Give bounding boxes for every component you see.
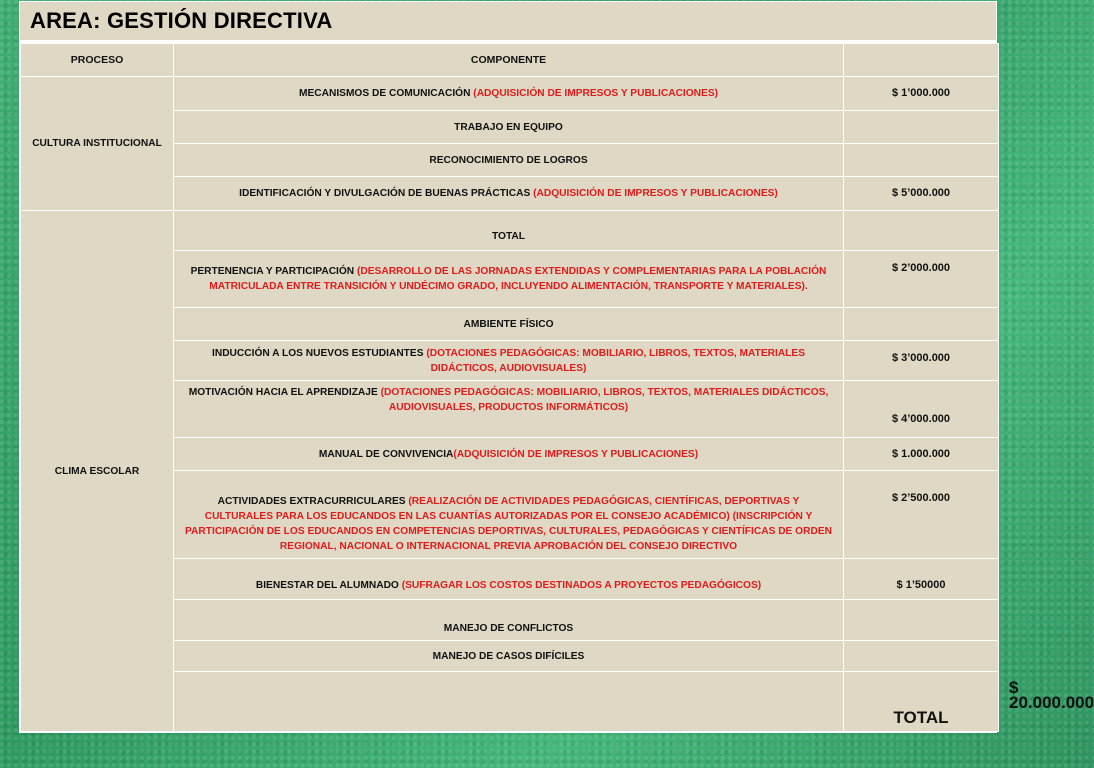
- componente-cell: RECONOCIMIENTO DE LOGROS: [174, 144, 844, 177]
- table-row: [21, 77, 999, 111]
- total-row: TOTAL $ 20.000.000: [21, 672, 999, 732]
- amount-cell: $ 4’000.000: [844, 381, 999, 438]
- header-valor: [844, 44, 999, 77]
- header-row: [21, 44, 999, 77]
- title-row: [20, 2, 996, 43]
- componente-cell: MOTIVACIÓN HACIA EL APRENDIZAJE (DOTACIONES PEDAGÓGICAS: MOBILIARIO, LIBROS, TEXTOS, MATERIALES DIDÁCTICOS, AUDIOVISUALES, PRODUCTOS INFORMÁTICOS): [174, 381, 844, 438]
- header-proceso: PROCESO: [21, 44, 174, 77]
- componente-cell: INDUCCIÓN A LOS NUEVOS ESTUDIANTES (DOTACIONES PEDAGÓGICAS: MOBILIARIO, LIBROS, TEXTOS, MATERIALES DIDÁCTICOS, AUDIOVISUALES): [174, 341, 844, 381]
- amount-cell: $ 1’000.000: [844, 77, 999, 111]
- componente-cell: IDENTIFICACIÓN Y DIVULGACIÓN DE BUENAS PRÁCTICAS (ADQUISICIÓN DE IMPRESOS Y PUBLICACIONES): [174, 177, 844, 211]
- amount-cell: [844, 211, 999, 251]
- componente-cell: TOTAL: [174, 211, 844, 251]
- amount-cell: [844, 641, 999, 672]
- total-label: TOTAL: [844, 672, 999, 732]
- amount-cell: [844, 600, 999, 641]
- componente-cell: MANEJO DE CONFLICTOS: [174, 600, 844, 641]
- table-row: [21, 211, 999, 251]
- componente-cell: ACTIVIDADES EXTRACURRICULARES (REALIZACIÓN DE ACTIVIDADES PEDAGÓGICAS, CIENTÍFICAS, DEPORTIVAS Y CULTURALES PARA LOS EDUCANDOS EN LAS CUANTÍAS AUTORIZADAS POR EL CONSEJO ACADÉMICO) (INSCRIPCIÓN Y PARTICIPACIÓN DE LOS EDUCANDOS EN COMPETENCIAS DEPORTIVAS, CULTURALES, PEDAGÓGICAS Y CIENTÍFICAS DE ORDEN REGIONAL, NACIONAL O INTERNACIONAL PREVIA APROBACIÓN DEL CONSEJO DIRECTIVO: [174, 471, 844, 559]
- componente-cell: AMBIENTE FÍSICO: [174, 308, 844, 341]
- amount-cell: [844, 111, 999, 144]
- amount-cell: $ 1.000.000: [844, 438, 999, 471]
- proceso-cultura: CULTURA INSTITUCIONAL: [21, 77, 174, 211]
- slide: [19, 1, 1094, 733]
- amount-cell: $ 5’000.000: [844, 177, 999, 211]
- componente-cell: MANUAL DE CONVIVENCIA(ADQUISICIÓN DE IMPRESOS Y PUBLICACIONES): [174, 438, 844, 471]
- page-title: AREA: GESTIÓN DIRECTIVA: [30, 8, 333, 33]
- empty-cell: [174, 672, 844, 732]
- amount-cell: $ 3’000.000: [844, 341, 999, 381]
- proceso-clima: CLIMA ESCOLAR: [21, 211, 174, 732]
- componente-cell: TRABAJO EN EQUIPO: [174, 111, 844, 144]
- amount-cell: $ 1’50000: [844, 559, 999, 600]
- amount-cell: [844, 308, 999, 341]
- amount-cell: $ 2’500.000: [844, 471, 999, 559]
- header-componente: COMPONENTE: [174, 44, 844, 77]
- amount-cell: [844, 144, 999, 177]
- componente-cell: PERTENENCIA Y PARTICIPACIÓN (DESARROLLO DE LAS JORNADAS EXTENDIDAS Y COMPLEMENTARIAS PARA LA POBLACIÓN MATRICULADA ENTRE TRANSICIÓN Y UNDÉCIMO GRADO, INCLUYENDO ALIMENTACIÓN, TRANSPORTE Y MATERIALES).: [174, 251, 844, 308]
- componente-cell: MANEJO DE CASOS DIFÍCILES: [174, 641, 844, 672]
- amount-cell: $ 2’000.000: [844, 251, 999, 308]
- componente-cell: BIENESTAR DEL ALUMNADO (SUFRAGAR LOS COSTOS DESTINADOS A PROYECTOS PEDAGÓGICOS): [174, 559, 844, 600]
- componente-cell: MECANISMOS DE COMUNICACIÓN (ADQUISICIÓN DE IMPRESOS Y PUBLICACIONES): [174, 77, 844, 111]
- budget-table: [20, 43, 1094, 732]
